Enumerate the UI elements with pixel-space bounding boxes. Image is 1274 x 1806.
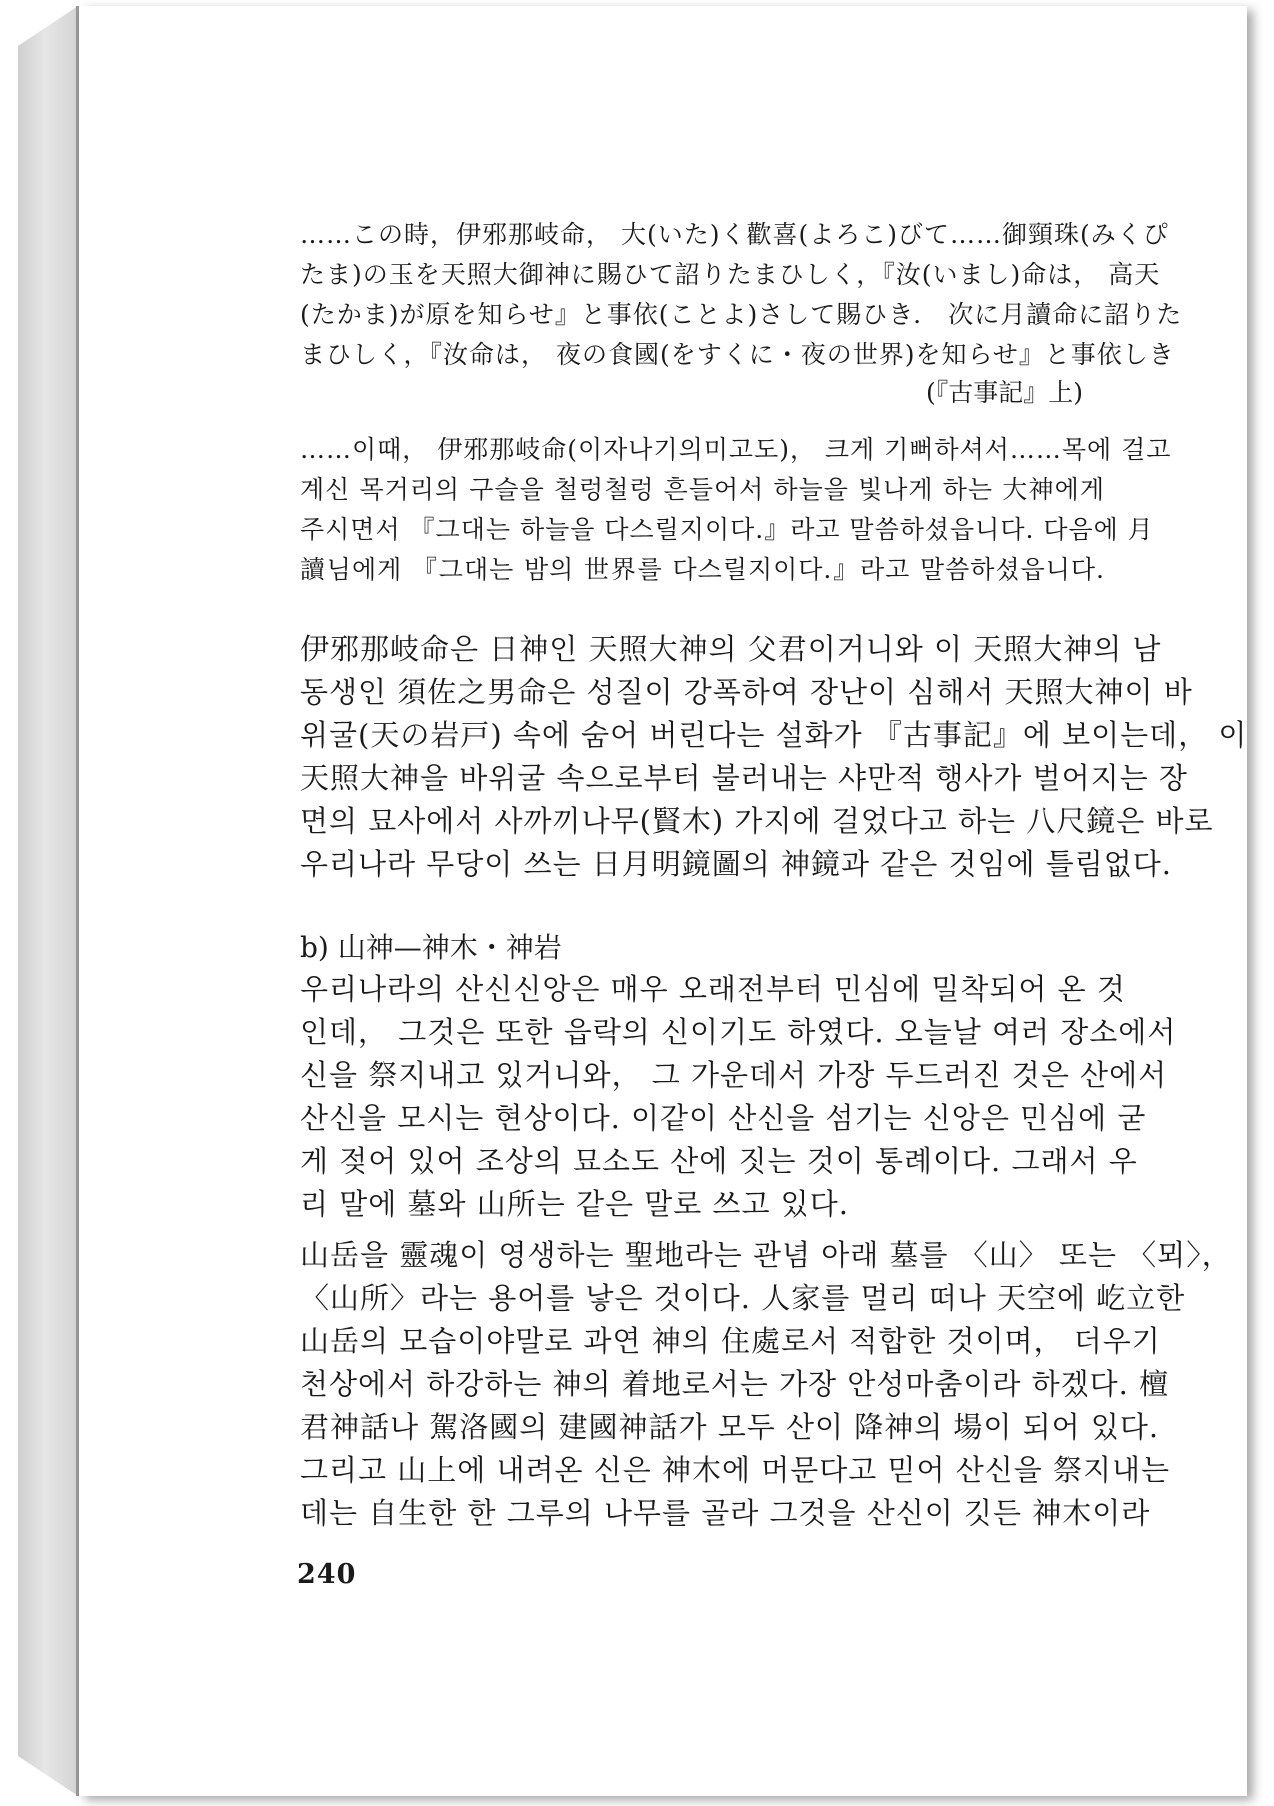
section-paragraph-line: 인데， 그것은 또한 읍락의 신이기도 하였다. 오늘날 여러 장소에서 [300,1015,1177,1049]
body-paragraph-line: 伊邪那岐命은 日神인 天照大神의 父君이거니와 이 天照大神의 남 [300,632,1162,666]
book-spine-side [18,6,78,1796]
section-paragraph-line: 山岳의 모습이야말로 과연 神의 住處로서 적합한 것이며， 더우기 [300,1324,1161,1358]
body-paragraph-line: 면의 묘사에서 사까끼나무(賢木) 가지에 걸었다고 하는 八尺鏡은 바로 [300,804,1214,838]
body-paragraph-line: 동생인 須佐之男命은 성질이 강폭하여 장난이 심해서 天照大神이 바 [300,675,1193,709]
korean-quote-line: 계신 목거리의 구슬을 철렁철렁 흔들어서 하늘을 빛나게 하는 大神에게 [300,475,1105,504]
section-b-body [300,968,1232,1535]
korean-quote-line: 讀님에게 『그대는 밤의 世界를 다스릴지이다.』라고 말씀하셨읍니다. [300,555,1105,584]
japanese-quote-line: (たかま)が原を知らせ』と事依(ことよ)さして賜ひき． 次に月讀命に詔りた [300,300,1183,329]
japanese-quote [300,215,1183,375]
section-paragraph-line: 산신을 모시는 현상이다. 이같이 산신을 섬기는 신앙은 민심에 굳 [300,1101,1147,1135]
section-paragraph-line: 신을 祭지내고 있거니와， 그 가운데서 가장 두드러진 것은 산에서 [300,1058,1168,1092]
korean-quote-line: ……이때， 伊邪那岐命(이자나기의미고도)， 크게 기뻐하셔서……목에 걸고 [300,435,1172,464]
section-heading: b) 山神—神木・神岩 [300,931,562,964]
section-paragraph-line: 山岳을 靈魂이 영생하는 聖地라는 관념 아래 墓를 〈山〉 또는 〈뫼〉， [300,1238,1232,1272]
section-paragraph-line: 데는 自生한 한 그루의 나무를 골라 그것을 산신이 깃든 神木이라 [300,1496,1151,1530]
body-paragraph-line: 天照大神을 바위굴 속으로부터 불러내는 샤만적 행사가 벌어지는 장 [300,761,1188,795]
body-paragraph [300,628,1248,886]
section-paragraph-line: 그리고 山上에 내려온 신은 神木에 머문다고 믿어 산신을 祭지내는 [300,1453,1171,1487]
section-paragraph-line: 천상에서 하강하는 神의 着地로서는 가장 안성마춤이라 하겠다. 檀 [300,1367,1170,1401]
korean-quote-line: 주시면서 『그대는 하늘을 다스릴지이다.』라고 말씀하셨읍니다. 다음에 月 [300,515,1154,544]
section-paragraph-line: 우리나라의 산신신앙은 매우 오래전부터 민심에 밀착되어 온 것 [300,972,1126,1006]
korean-quote [300,430,1172,590]
page-number: 240 [297,1559,357,1590]
section-paragraph-line: 君神話나 駕洛國의 建國神話가 모두 산이 降神의 場이 되어 있다. [300,1410,1160,1444]
section-paragraph-line: 리 말에 墓와 山所는 같은 말로 쓰고 있다. [300,1187,849,1221]
japanese-quote-line: ……この時，伊邪那岐命， 大(いた)く歡喜(よろこ)びて……御頸珠(みくぴ [300,220,1169,249]
japanese-quote-line: まひしく，『汝命は， 夜の食國(をすくに・夜の世界)を知らせ』と事依しき [300,340,1175,369]
body-paragraph-line: 위굴(天の岩戸) 속에 숨어 버린다는 설화가 『古事記』에 보이는데， 이 [300,718,1248,752]
paragraph-gap [300,1226,1105,1234]
section-paragraph-line: 게 젖어 있어 조상의 묘소도 산에 짓는 것이 통례이다. 그래서 우 [300,1144,1138,1178]
japanese-quote-citation: (『古事記』上) [925,378,1083,407]
japanese-quote-line: たま)の玉を天照大御神に賜ひて詔りたまひしく，『汝(いまし)命は， 高天 [300,260,1161,289]
section-paragraph-line: 〈山所〉라는 용어를 낳은 것이다. 人家를 멀리 떠나 天空에 屹立한 [300,1281,1186,1315]
body-paragraph-line: 우리나라 무당이 쓰는 日月明鏡圖의 神鏡과 같은 것임에 틀림없다. [300,847,1173,881]
